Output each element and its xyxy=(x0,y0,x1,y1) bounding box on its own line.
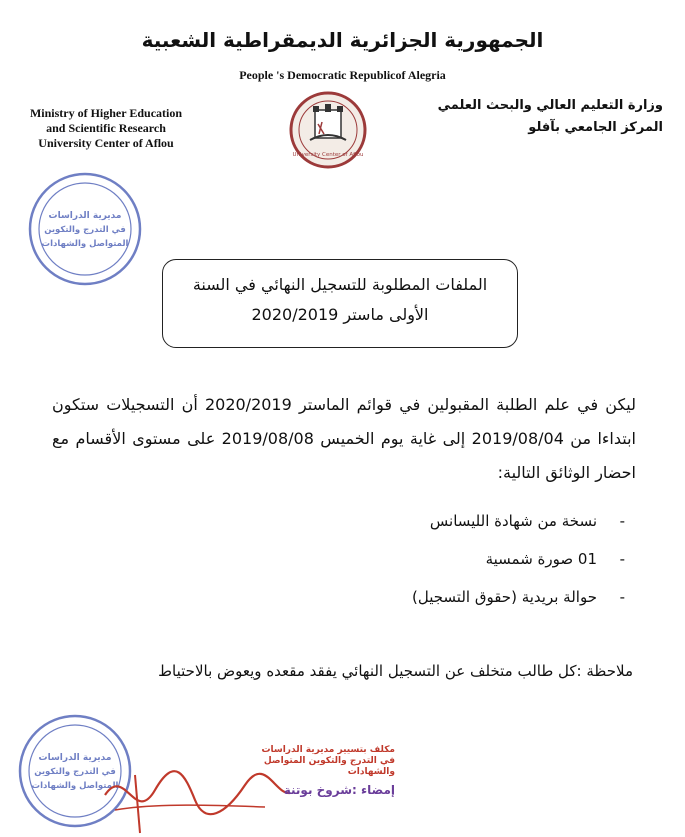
signatory-title: مكلف بتسيير مديرية الدراسات xyxy=(261,745,395,755)
svg-text:مديرية الدراسات: مديرية الدراسات xyxy=(38,753,112,763)
country-title-arabic: الجمهورية الجزائرية الديمقراطية الشعبية xyxy=(141,28,544,52)
svg-text:المتواصل والشهادات: المتواصل والشهادات xyxy=(31,781,119,791)
official-stamp xyxy=(26,170,144,288)
ministry-block-arabic xyxy=(413,95,663,139)
country-title-english: People 's Democratic Republicof Alegria xyxy=(239,68,446,82)
university-line: المركز الجامعي بآفلو xyxy=(528,120,663,135)
title-line: الملفات المطلوبة للتسجيل النهائي في السنة xyxy=(192,275,488,294)
ministry-line: and Scientific Research xyxy=(46,121,166,135)
signatory-name: إمضاء :شروخ بوتنة xyxy=(283,783,395,797)
university-logo xyxy=(288,90,368,170)
svg-text:في التدرج والتكوين: في التدرج والتكوين xyxy=(34,767,116,777)
svg-text:مديرية الدراسات: مديرية الدراسات xyxy=(48,211,122,221)
list-item: -حوالة بريدية (حقوق التسجيل) xyxy=(412,588,625,606)
title-line: الأولى ماستر 2020/2019 xyxy=(251,305,429,324)
announcement-paragraph: ليكن في علم الطلبة المقبولين في قوائم الماستر 2020/2019 أن التسجيلات ستكون ابتداءا من 2019/08/04 إلى غاية يوم الخميس 2019/08/08 على مستوى الأقسام مع احضار الوثائق التالية: xyxy=(52,395,636,482)
svg-text:المتواصل والشهادات: المتواصل والشهادات xyxy=(41,239,129,249)
ministry-block-english xyxy=(18,106,194,151)
signatory-title: في التدرج والتكوين المتواصل والشهادات xyxy=(263,756,395,777)
title-box xyxy=(162,259,518,348)
signatory-block xyxy=(245,745,395,798)
note-text: ملاحظة :كل طالب متخلف عن التسجيل النهائي يفقد مقعده ويعوض بالاحتياط xyxy=(158,662,633,680)
university-line: University Center of Aflou xyxy=(38,136,174,150)
logo-caption: University Center of Aflou xyxy=(292,152,364,158)
required-documents-list xyxy=(205,504,625,618)
ministry-line: وزارة التعليم العالي والبحث العلمي xyxy=(437,98,663,113)
list-item: -نسخة من شهادة الليسانس xyxy=(429,512,625,530)
list-item: -01 صورة شمسية xyxy=(485,550,625,568)
svg-text:في التدرج والتكوين: في التدرج والتكوين xyxy=(44,225,126,235)
ministry-line: Ministry of Higher Education xyxy=(29,106,183,120)
